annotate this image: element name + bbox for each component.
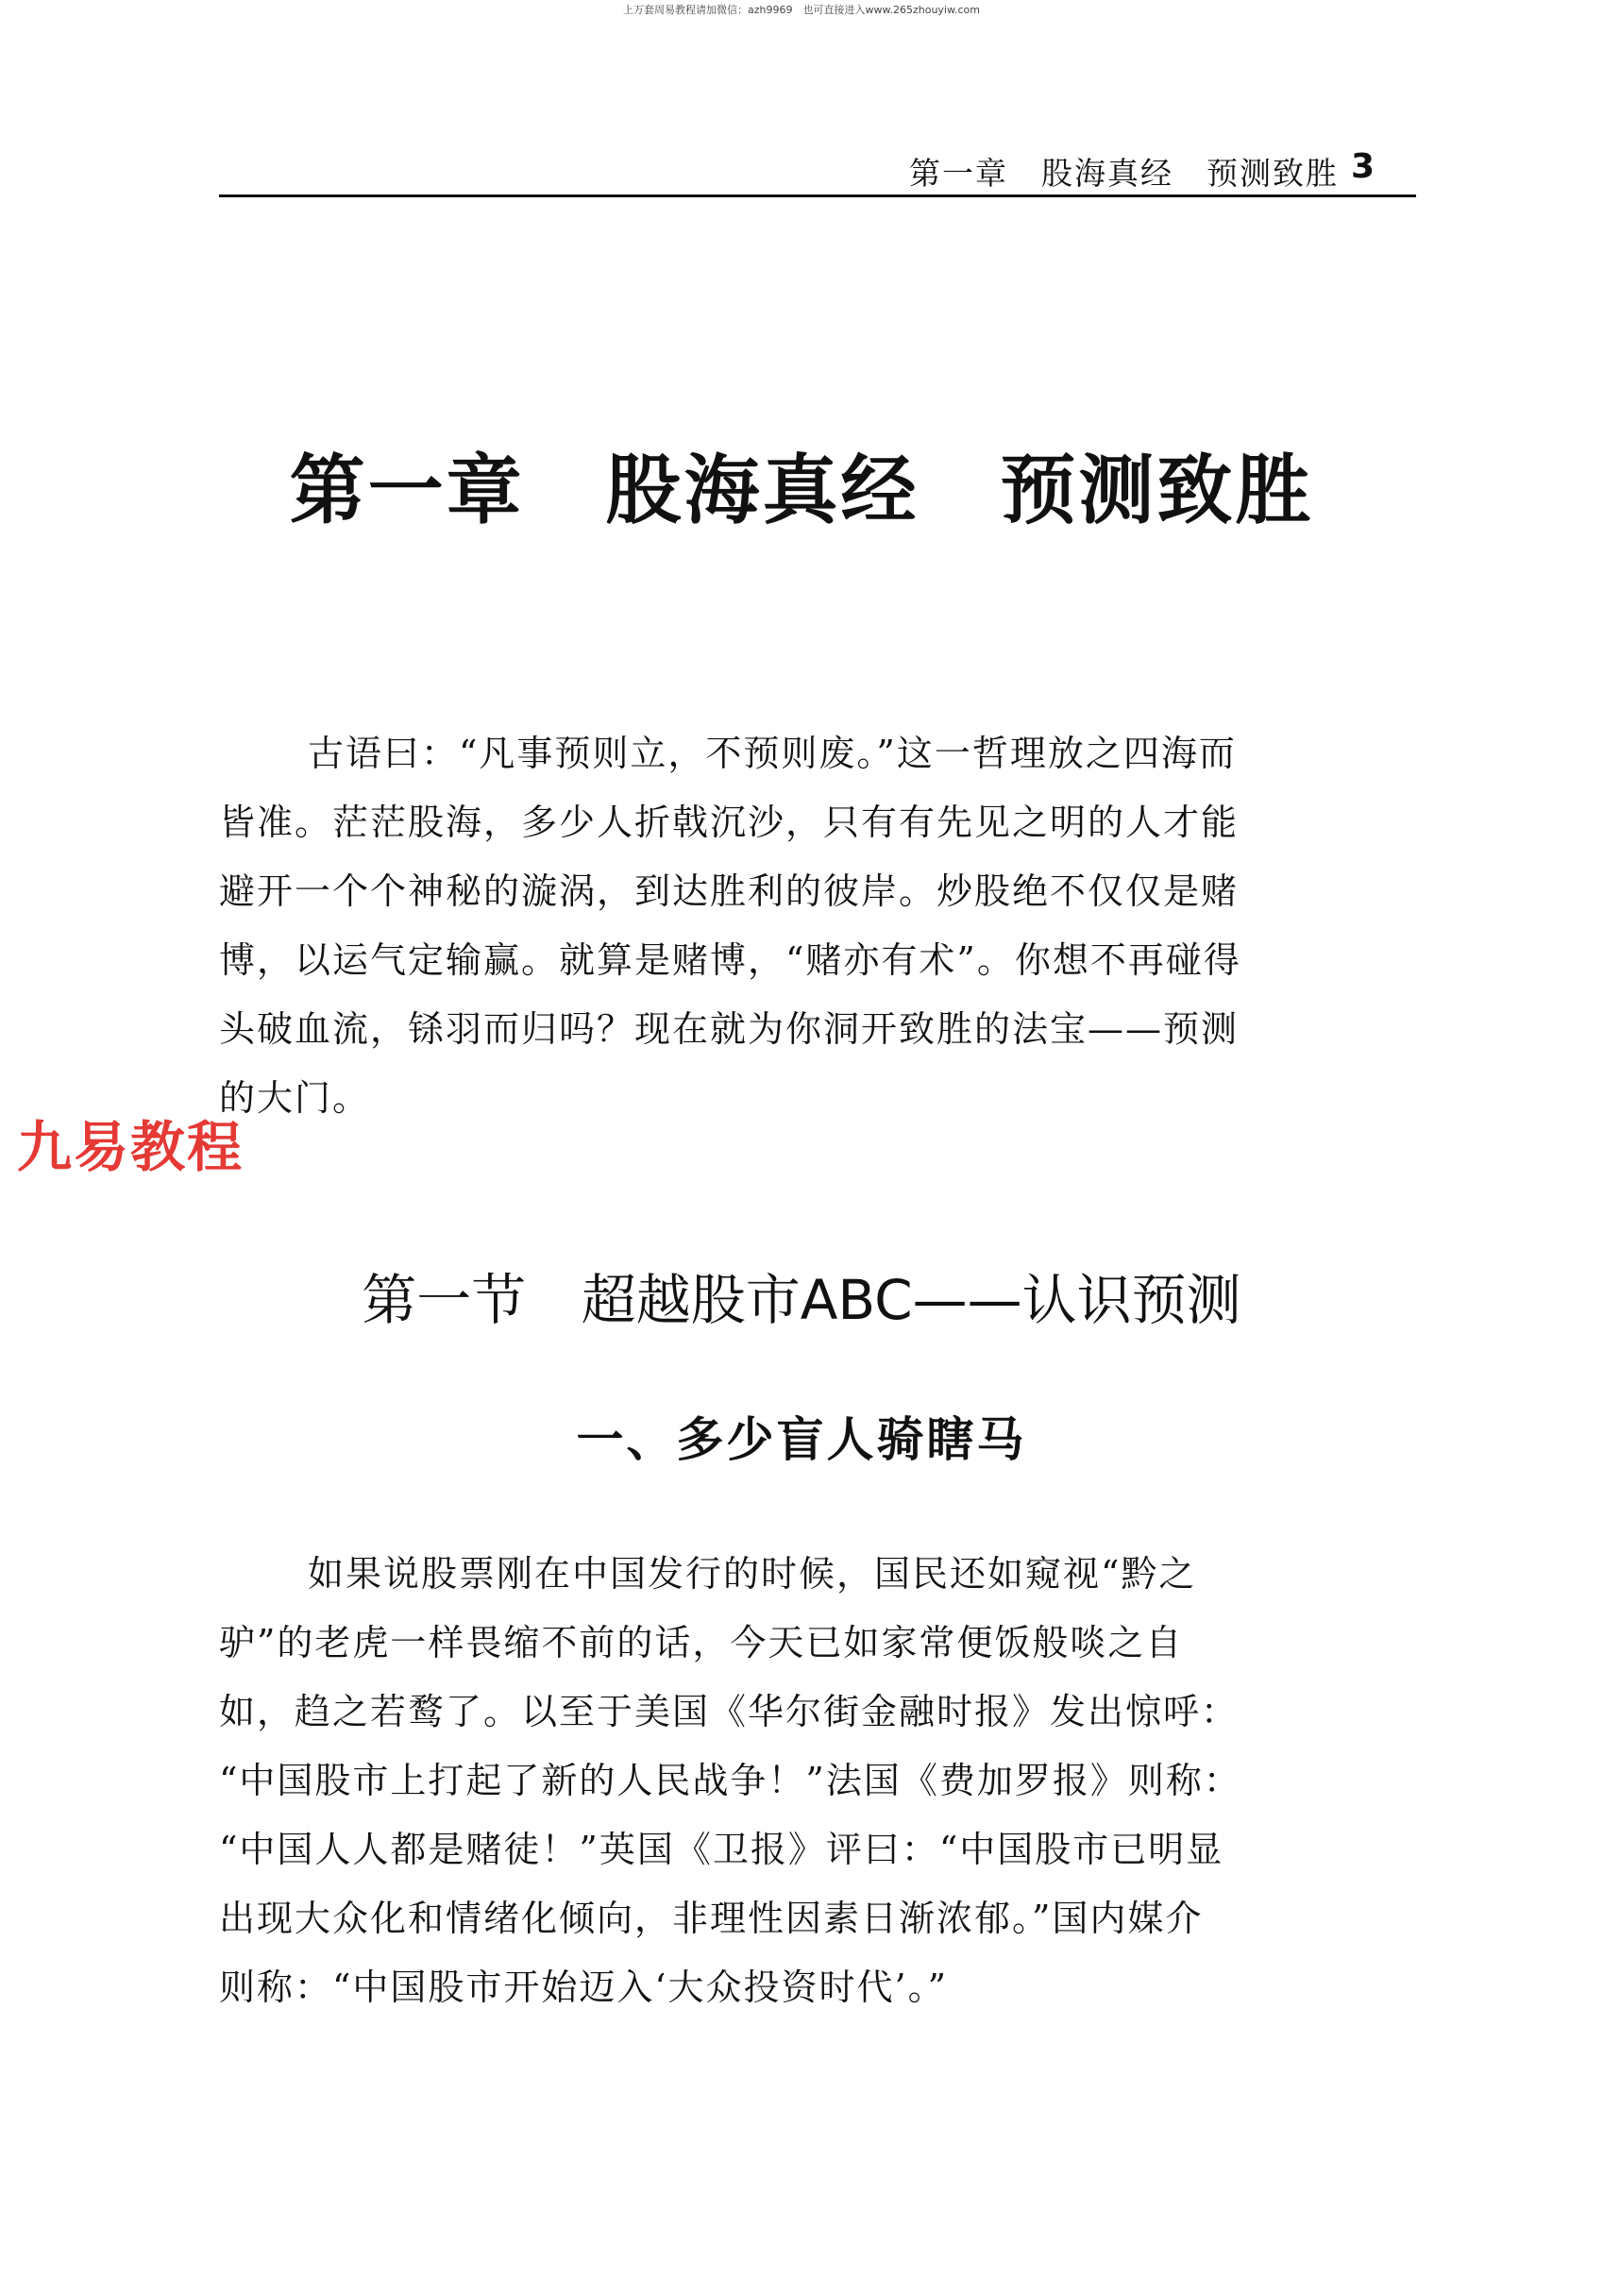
body-paragraph <box>219 1540 1414 2022</box>
paragraph-line: “中国人人都是赌徒！”英国《卫报》评曰：“中国股市已明显 <box>219 1829 1224 1870</box>
top-notice: 上万套周易教程请加微信：azh9969 也可直接进入www.265zhouyiw.com <box>623 4 980 16</box>
paragraph-line: 如，趋之若鹜了。以至于美国《华尔街金融时报》发出惊呼： <box>219 1691 1240 1732</box>
chapter-title: 第一章 股海真经 预测致胜 <box>289 447 1314 534</box>
running-header-title: 第一章 股海真经 预测致胜 <box>909 155 1339 192</box>
paragraph-line: 如果说股票刚在中国发行的时候，国民还如窥视“黔之 <box>308 1553 1197 1595</box>
paragraph-line: 头破血流，铩羽而归吗？现在就为你洞开致胜的法宝——预测 <box>219 1008 1240 1050</box>
paragraph-line: 博，以运气定输赢。就算是赌博，“赌亦有术”。你想不再碰得 <box>219 939 1241 981</box>
watermark-logo: 九易教程 <box>17 1115 245 1179</box>
page-number: 3 <box>1350 147 1375 186</box>
paragraph-line: 皆准。茫茫股海，多少人折戟沉沙，只有有先见之明的人才能 <box>219 802 1240 843</box>
running-header <box>219 149 1416 197</box>
paragraph-line: 避开一个个神秘的漩涡，到达胜利的彼岸。炒股绝不仅仅是赌 <box>219 870 1240 912</box>
intro-paragraph <box>219 719 1414 1133</box>
paragraph-line: “中国股市上打起了新的人民战争！”法国《费加罗报》则称： <box>219 1760 1241 1801</box>
paragraph-line: 则称：“中国股市开始迈入‘大众投资时代’。” <box>219 1967 949 2008</box>
paragraph-line: 驴”的老虎一样畏缩不前的话，今天已如家常便饭般啖之自 <box>219 1622 1184 1663</box>
paragraph-line: 的大门。 <box>219 1077 371 1119</box>
paragraph-line: 古语曰：“凡事预则立，不预则废。”这一哲理放之四海而 <box>308 733 1237 774</box>
paragraph-line: 出现大众化和情绪化倾向，非理性因素日渐浓郁。”国内媒介 <box>219 1898 1204 1939</box>
subsection-title: 一、多少盲人骑瞎马 <box>576 1412 1027 1467</box>
section-title: 第一节 超越股市ABC——认识预测 <box>362 1268 1241 1332</box>
